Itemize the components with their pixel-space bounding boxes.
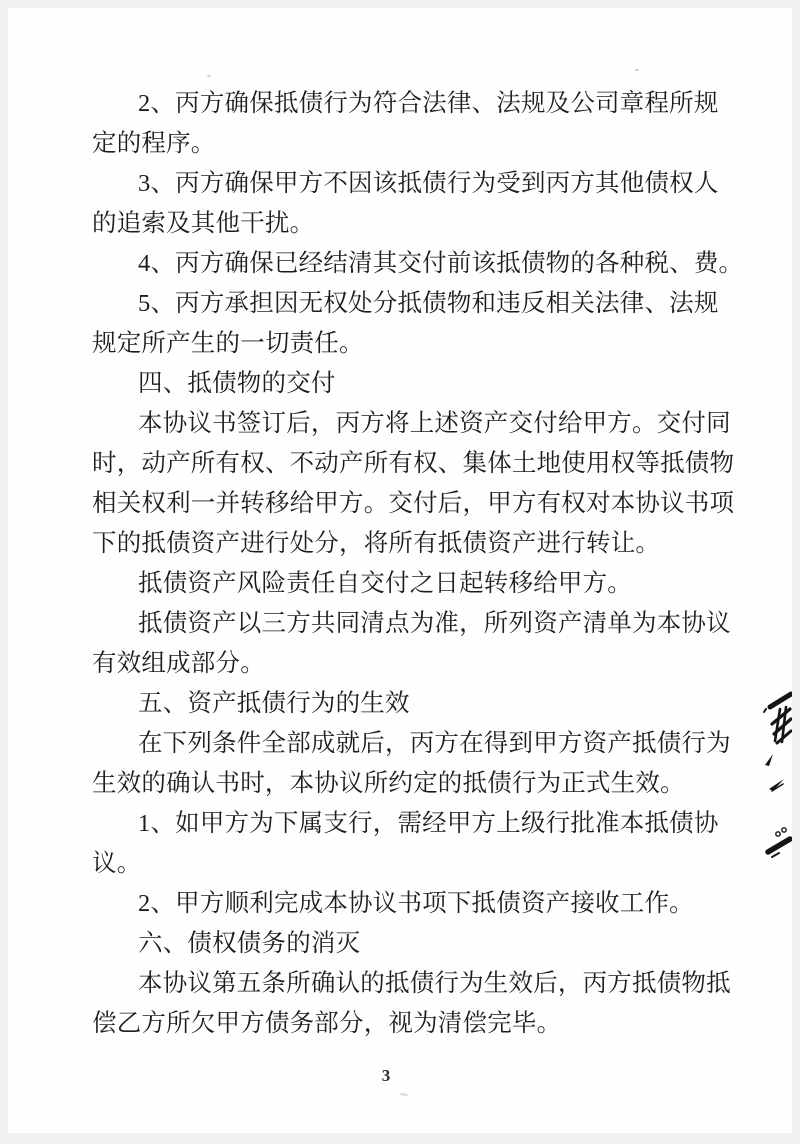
text-line: 1、如甲方为下属支行，需经甲方上级行批准本抵债协 [138, 810, 719, 837]
scan-speck [400, 1092, 408, 1097]
text-line: 六、债权债务的消灭 [138, 930, 361, 957]
page-number: 3 [381, 1066, 391, 1085]
text-line: 相关权利一并转移给甲方。交付后，甲方有权对本协议书项 [92, 490, 735, 517]
text-line: 生效的确认书时，本协议所约定的抵债行为正式生效。 [92, 770, 685, 797]
text-line: 4、丙方确保已经结清其交付前该抵债物的各种税、费。 [138, 250, 744, 277]
document-body [92, 84, 744, 1044]
text-line: 有效组成部分。 [92, 650, 265, 677]
text-line: 时，动产所有权、不动产所有权、集体土地使用权等抵债物 [92, 450, 735, 477]
scan-speck [207, 74, 211, 78]
text-line: 四、抵债物的交付 [138, 370, 336, 397]
edge-ink-marks [752, 678, 792, 868]
text-line: 规定所产生的一切责任。 [92, 330, 364, 357]
text-line: 定的程序。 [92, 130, 216, 157]
text-line: 抵债资产以三方共同清点为准，所列资产清单为本协议 [138, 610, 731, 637]
text-line: 5、丙方承担因无权处分抵债物和违反相关法律、法规 [138, 290, 719, 317]
text-line: 偿乙方所欠甲方债务部分，视为清偿完毕。 [92, 1010, 562, 1037]
text-line: 2、甲方顺利完成本协议书项下抵债资产接收工作。 [138, 890, 694, 917]
scan-speck [635, 69, 639, 72]
text-line: 抵债资产风险责任自交付之日起转移给甲方。 [138, 570, 632, 597]
text-line: 3、丙方确保甲方不因该抵债行为受到丙方其他债权人 [138, 170, 719, 197]
text-line: 2、丙方确保抵债行为符合法律、法规及公司章程所规 [138, 90, 719, 117]
text-line: 五、资产抵债行为的生效 [138, 690, 410, 717]
text-line: 的追索及其他干扰。 [92, 210, 315, 237]
text-line: 本协议书签订后，丙方将上述资产交付给甲方。交付同 [138, 410, 731, 437]
document-page [8, 8, 792, 1133]
text-line: 议。 [92, 850, 142, 877]
text-line: 在下列条件全部成就后，丙方在得到甲方资产抵债行为 [138, 730, 731, 757]
text-line: 下的抵债资产进行处分，将所有抵债资产进行转让。 [92, 530, 661, 557]
text-line: 本协议第五条所确认的抵债行为生效后，丙方抵债物抵 [138, 970, 731, 997]
